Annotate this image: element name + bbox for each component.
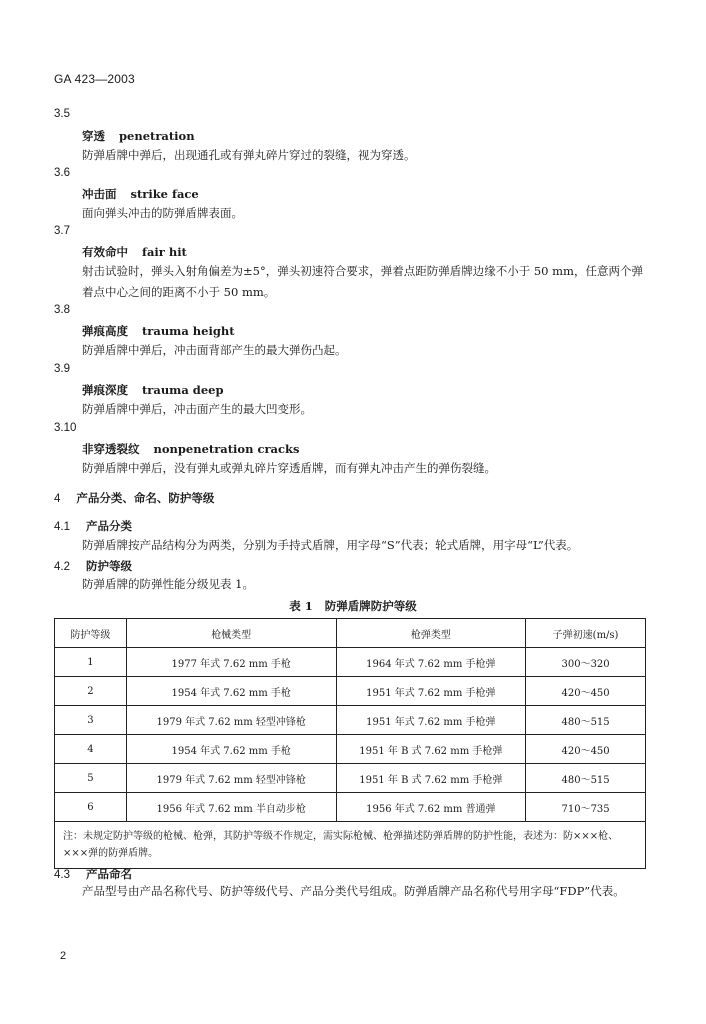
term-heading <box>82 382 224 398</box>
cell: 1951 年式 7.62 mm 手枪弹 <box>336 706 526 735</box>
paragraph: 产品型号由产品名称代号、防护等级代号、产品分类代号组成。防弹盾牌产品名称代号用字母“FDP”代表。 <box>82 884 625 898</box>
cell: 1956 年式 7.62 mm 普通弹 <box>336 793 526 822</box>
term-heading <box>82 323 235 339</box>
table-row <box>55 648 646 677</box>
cell: 1977 年式 7.62 mm 手枪 <box>126 648 336 677</box>
cell: 1951 年 B 式 7.62 mm 手枪弹 <box>336 764 526 793</box>
term-en: penetration <box>119 129 195 143</box>
term-zh: 穿透 <box>82 129 105 143</box>
section-number: 4 <box>54 493 61 505</box>
page-number: 2 <box>60 950 67 962</box>
paragraph: 防弹盾牌按产品结构分为两类，分别为手持式盾牌，用字母“S”代表；轮式盾牌，用字母“L”代表。 <box>82 538 579 552</box>
cell: 1979 年式 7.62 mm 轻型冲锋枪 <box>126 764 336 793</box>
cell: 5 <box>55 764 127 793</box>
cell: 480～515 <box>526 706 646 735</box>
term-definition: 射击试验时，弹头入射角偏差为±5°，弹头初速符合要求，弹着点距防弹盾牌边缘不小于 50 mm，任意两个弹着点中心之间的距离不小于 50 mm。 <box>82 264 643 299</box>
subsection-heading <box>54 558 132 574</box>
cell: 1954 年式 7.62 mm 手枪 <box>126 677 336 706</box>
term-zh: 冲击面 <box>82 187 117 201</box>
table-title: 防弹盾牌防护等级 <box>324 599 417 613</box>
term-definition: 防弹盾牌中弹后，出现通孔或有弹丸碎片穿过的裂缝，视为穿透。 <box>82 148 416 162</box>
column-header: 子弹初速(m/s) <box>526 619 646 648</box>
cell: 420～450 <box>526 677 646 706</box>
cell: 1979 年式 7.62 mm 轻型冲锋枪 <box>126 706 336 735</box>
term-zh: 有效命中 <box>82 245 128 259</box>
cell: 1954 年式 7.62 mm 手枪 <box>126 735 336 764</box>
cell: 1 <box>55 648 127 677</box>
subsection-heading <box>54 518 132 534</box>
table-label: 表 1 <box>289 599 313 613</box>
term-heading <box>82 244 187 260</box>
term-definition: 防弹盾牌中弹后，冲击面产生的最大凹变形。 <box>82 402 312 416</box>
clause-number: 3.10 <box>54 422 77 434</box>
term-definition: 防弹盾牌中弹后，冲击面背部产生的最大弹伤凸起。 <box>82 343 347 357</box>
clause-number: 3.9 <box>54 363 70 375</box>
term-en: trauma deep <box>142 383 224 397</box>
term-en: strike face <box>130 187 199 201</box>
cell: 300～320 <box>526 648 646 677</box>
table-header-row <box>55 619 646 648</box>
cell: 480～515 <box>526 764 646 793</box>
term-zh: 弹痕深度 <box>82 383 128 397</box>
clause-number: 3.7 <box>54 225 70 237</box>
subsection-heading <box>54 866 132 882</box>
standard-number: GA 423—2003 <box>54 72 135 86</box>
cell: 3 <box>55 706 127 735</box>
term-heading <box>82 128 195 144</box>
term-heading <box>82 186 199 202</box>
term-en: nonpenetration cracks <box>153 442 300 456</box>
term-zh: 弹痕高度 <box>82 324 128 338</box>
table-row <box>55 735 646 764</box>
subsection-number: 4.3 <box>54 869 70 881</box>
cell: 1951 年 B 式 7.62 mm 手枪弹 <box>336 735 526 764</box>
subsection-number: 4.2 <box>54 561 70 573</box>
protection-grade-table <box>54 618 646 869</box>
table-row <box>55 793 646 822</box>
subsection-title: 防护等级 <box>86 559 132 573</box>
term-en: trauma height <box>142 324 235 338</box>
cell: 6 <box>55 793 127 822</box>
column-header: 枪弹类型 <box>336 619 526 648</box>
cell: 710～735 <box>526 793 646 822</box>
term-definition: 防弹盾牌中弹后，没有弹丸或弹丸碎片穿透盾牌，而有弹丸冲击产生的弹伤裂缝。 <box>82 461 496 475</box>
clause-number: 3.5 <box>54 108 70 120</box>
column-header: 防护等级 <box>55 619 127 648</box>
cell: 1964 年式 7.62 mm 手枪弹 <box>336 648 526 677</box>
term-zh: 非穿透裂纹 <box>82 442 140 456</box>
cell: 420～450 <box>526 735 646 764</box>
term-en: fair hit <box>142 245 187 259</box>
table-caption <box>0 598 706 614</box>
table-row <box>55 706 646 735</box>
paragraph: 防弹盾牌的防弹性能分级见表 1。 <box>82 577 254 591</box>
clause-number: 3.6 <box>54 167 70 179</box>
section-title: 产品分类、命名、防护等级 <box>76 491 215 505</box>
subsection-title: 产品命名 <box>86 867 132 881</box>
subsection-number: 4.1 <box>54 521 70 533</box>
cell: 4 <box>55 735 127 764</box>
term-definition: 面向弹头冲击的防弹盾牌表面。 <box>82 206 243 220</box>
section-heading <box>54 490 214 506</box>
subsection-title: 产品分类 <box>86 519 132 533</box>
table-note-row <box>55 822 646 869</box>
clause-number: 3.8 <box>54 304 70 316</box>
cell: 1951 年式 7.62 mm 手枪弹 <box>336 677 526 706</box>
table-note: 注：未规定防护等级的枪械、枪弹，其防护等级不作规定，需实际枪械、枪弹描述防弹盾牌的防护性能，表述为：防×××枪、×××弹的防弹盾牌。 <box>55 822 646 869</box>
term-heading <box>82 441 299 457</box>
cell: 2 <box>55 677 127 706</box>
table-row <box>55 764 646 793</box>
table-row <box>55 677 646 706</box>
cell: 1956 年式 7.62 mm 半自动步枪 <box>126 793 336 822</box>
column-header: 枪械类型 <box>126 619 336 648</box>
